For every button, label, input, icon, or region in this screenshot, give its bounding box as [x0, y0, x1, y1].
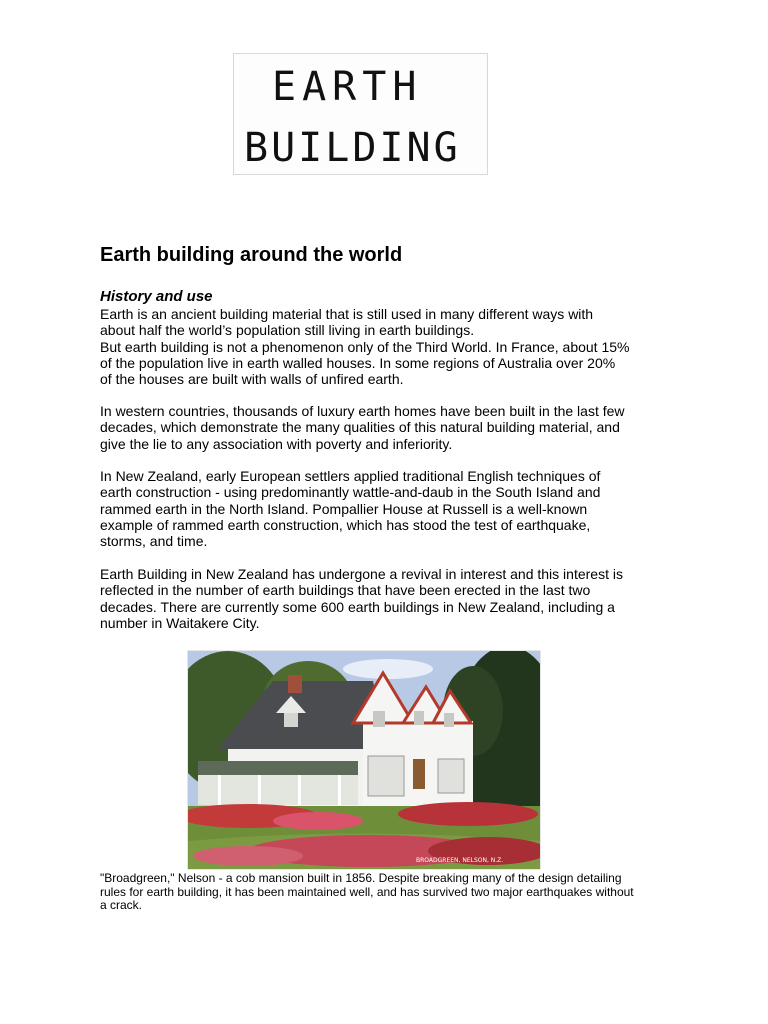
- logo-lettering: [234, 54, 487, 174]
- section-subheading: History and use: [100, 288, 213, 305]
- logo-line-1: EARTH: [272, 64, 423, 110]
- broadgreen-house-photo: [187, 650, 541, 870]
- house-illustration: [188, 651, 540, 869]
- paragraph-history: [100, 306, 630, 387]
- logo-line-2: BUILDING: [244, 125, 461, 171]
- paragraph-revival: Earth Building in New Zealand has undergone a revival in interest and this interest is reflected in the number of earth buildings that have been erected in the last two decades. There are currently some 600 earth buildings in New Zealand, including a number in Waitakere City.: [100, 566, 623, 631]
- paragraph-new-zealand: In New Zealand, early European settlers applied traditional English techniques of earth construction - using predominantly wattle-and-daub in the South Island and rammed earth in the North Island. Pompallier House at Russell is a well-known example of rammed earth construction, which has stood the test of earthquake, storms, and time.: [100, 468, 601, 550]
- photo-stamp-text: BROADGREEN, NELSON, N.Z.: [416, 857, 504, 864]
- photo-caption: "Broadgreen," Nelson - a cob mansion built in 1856. Despite breaking many of the design detailing rules for earth building, it has been maintained well, and has survived two major earthquakes without a crack.: [100, 871, 634, 913]
- paragraph-history-sentence-2: But earth building is not a phenomenon only of the Third World. In France, about 15% of the population live in earth walled houses. In some regions of Australia over 20% of the houses are built with walls of unfired earth.: [100, 338, 630, 388]
- earth-building-logo: [233, 53, 488, 175]
- paragraph-history-sentence-1: Earth is an ancient building material that is still used in many different ways with about half the world’s population still living in earth buildings.: [100, 306, 594, 339]
- paragraph-western-countries: In western countries, thousands of luxury earth homes have been built in the last few decades, which demonstrate the many qualities of this natural building material, and give the lie to any association with poverty and inferiority.: [100, 403, 625, 452]
- page-title: Earth building around the world: [100, 244, 403, 266]
